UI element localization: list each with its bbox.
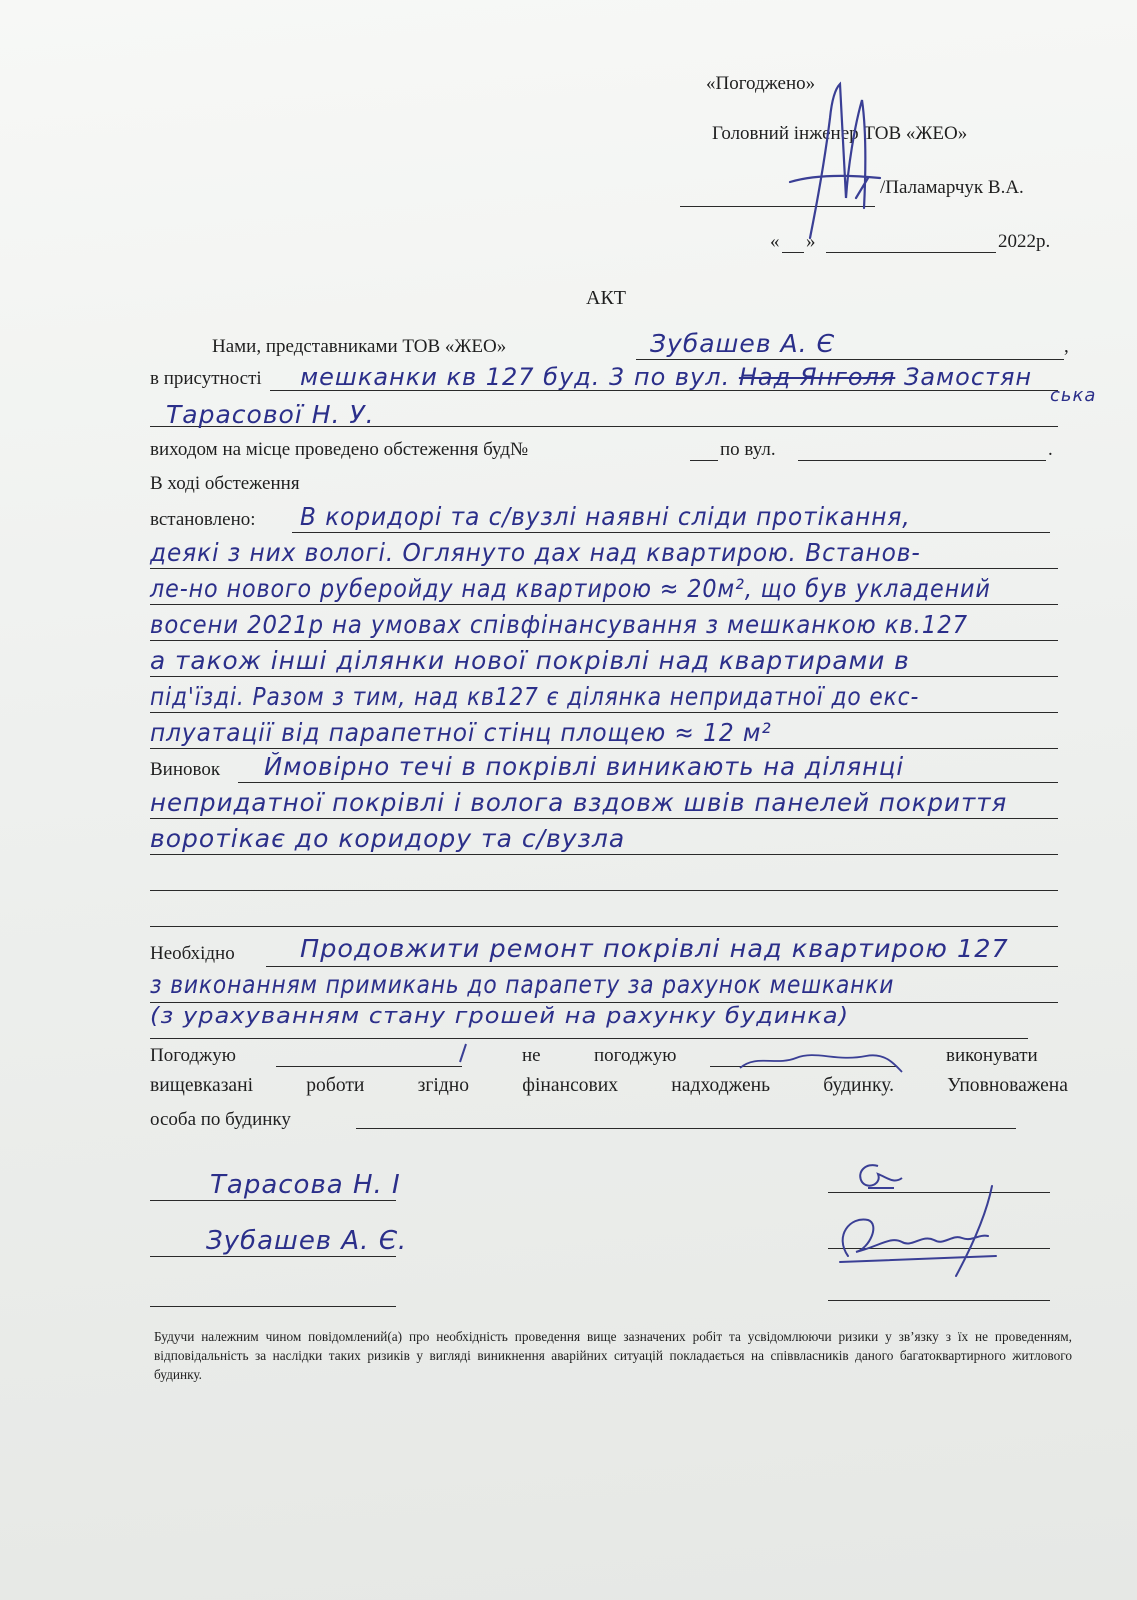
survey-label-1: В ході обстеження: [150, 473, 300, 494]
intro-rep-name: Зубашев А. Є: [650, 329, 835, 358]
sign-left-line-1: [150, 1200, 396, 1201]
necessary-line-1: [266, 966, 1058, 967]
conclusion-line-1: [238, 782, 1058, 783]
approval-name: /Паламарчук В.А.: [880, 177, 1024, 198]
approval-year: 2022р.: [998, 231, 1051, 252]
agree-line-2: вищевказані роботи згідно фінансових надходжень будинку. Уповноважена: [150, 1075, 1068, 1096]
necessary-text-3: (з урахуванням стану грошей на рахунку будинка): [150, 1004, 850, 1029]
approval-signature: [770, 78, 900, 248]
agree-line-3: особа по будинку: [150, 1109, 291, 1130]
agree-not-agree: погоджую: [594, 1045, 677, 1066]
survey-line-2: [150, 568, 1058, 569]
necessary-label: Необхідно: [150, 943, 235, 964]
intro-street-line: [798, 460, 1046, 461]
sign-right-signature-2: [820, 1176, 1030, 1286]
approval-date-mid: »: [806, 231, 816, 252]
sign-left-line-3: [150, 1306, 396, 1307]
survey-text-4: восени 2021р на умовах співфінансування з мешканкою кв.127: [150, 610, 968, 639]
survey-line-4: [150, 640, 1058, 641]
survey-line-3: [150, 604, 1058, 605]
not-agree-scribble: [736, 1036, 906, 1076]
page-title: АКТ: [586, 287, 626, 309]
conclusion-line-3: [150, 854, 1058, 855]
intro-presence-suffix: ська: [1050, 385, 1097, 406]
intro-exit-dot: .: [1048, 439, 1053, 460]
agree-not: не: [522, 1045, 541, 1066]
agree-label: Погоджую: [150, 1045, 236, 1066]
intro-presence-text: мешканки кв 127 буд. 3 по вул. Над Янголя Замостян: [300, 363, 1033, 391]
survey-text-6: під'їзді. Разом з тим, над кв127 є ділянка непридатної до екс-: [150, 682, 920, 711]
sign-left-name-1: Тарасова Н. І: [210, 1170, 401, 1200]
agree-tick-mark: [454, 1042, 472, 1064]
sign-right-line-3: [828, 1300, 1050, 1301]
conclusion-label: Виновок: [150, 759, 221, 780]
approval-agreed: «Погоджено»: [706, 73, 816, 94]
intro-presence-name: Тарасової Н. У.: [166, 400, 375, 429]
necessary-line-2: [150, 1002, 1058, 1003]
survey-label-2: встановлено:: [150, 509, 256, 530]
intro-presence: в присутності: [150, 368, 262, 389]
survey-line-5: [150, 676, 1058, 677]
conclusion-text-3: воротікає до коридору та с/вузла: [150, 824, 626, 853]
survey-line-1: [292, 532, 1050, 533]
survey-line-6: [150, 712, 1058, 713]
conclusion-text-2: непридатної покрівлі і волога вздовж швів панелей покриття: [150, 788, 1008, 817]
conclusion-line-5: [150, 926, 1058, 927]
intro-exit-text: виходом на місце проведено обстеження буд№: [150, 439, 529, 460]
sign-left-line-2: [150, 1256, 396, 1257]
survey-text-2: деякі з них вологі. Оглянуто дах над квартирою. Встанов-: [150, 538, 921, 567]
conclusion-text-1: Ймовірно течі в покрівлі виникають на ділянці: [264, 752, 905, 781]
footnote: Будучи належним чином повідомлений(а) про необхідність проведення вище зазначених робіт та усвідомлюючи ризики у зв’язку з їх не проведенням, відповідальність за наслідки таких ризиків у вигляді виникнення аварійних ситуацій покладається на співвласників даного багатоквартирного житлового будинку.: [154, 1329, 1072, 1382]
sign-left-name-2: Зубашев А. Є.: [206, 1226, 408, 1256]
survey-text-5: а також інші ділянки нової покрівлі над квартирами в: [150, 646, 910, 675]
survey-text-3: ле-но нового руберойду над квартирою ≈ 20м², що був укладений: [150, 574, 991, 603]
approval-month-line: [826, 252, 996, 253]
intro-rep-line: [636, 359, 1064, 360]
agree-line: [276, 1066, 462, 1067]
intro-comma: ,: [1064, 336, 1069, 357]
approval-position: Головний інженер ТОВ «ЖЕО»: [712, 123, 968, 144]
necessary-text-1: Продовжити ремонт покрівлі над квартирою 127: [300, 934, 1009, 963]
intro-street-label: по вул.: [720, 439, 776, 460]
approval-date-open: «: [770, 231, 780, 252]
approval-day-line: [782, 252, 804, 253]
survey-text-1: В коридорі та с/вузлі наявні сліди протікання,: [300, 502, 911, 531]
agree-perform: виконувати: [946, 1045, 1038, 1066]
intro-building-line: [690, 460, 718, 461]
survey-text-7: плуатації від парапетної стінц площею ≈ 12 м²: [150, 718, 772, 747]
conclusion-line-4: [150, 890, 1058, 891]
authorized-person-line: [356, 1128, 1016, 1129]
intro-by-us: Нами, представниками ТОВ «ЖЕО»: [212, 336, 507, 357]
survey-line-7: [150, 748, 1058, 749]
conclusion-line-2: [150, 818, 1058, 819]
necessary-text-2: з виконанням примикань до парапету за рахунок мешканки: [150, 970, 895, 999]
